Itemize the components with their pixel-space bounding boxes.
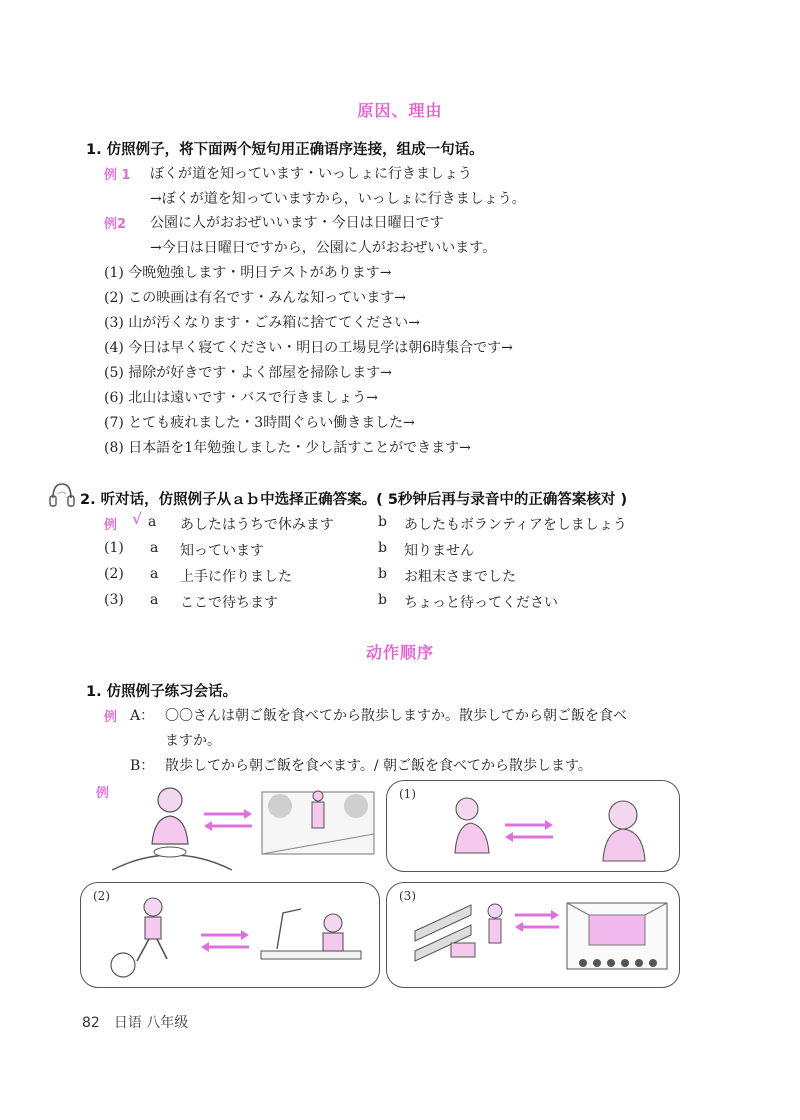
example-1-answer: →ぼくが道を知っていますから，いっしょに行きましょう。 [150, 191, 526, 207]
option-a-text: 知っています [180, 543, 264, 559]
page-footer [82, 1012, 188, 1032]
check-mark-icon: √ [132, 510, 142, 528]
option-a-text: ここで待ちます [180, 595, 278, 611]
example-1-tag: 例 1 [104, 168, 131, 183]
speaker-a-line-2: ますか。 [165, 733, 221, 749]
example-2-tag: 例2 [104, 217, 127, 232]
exercise-item: (5) 掃除が好きです・よく部屋を掃除します→ [104, 365, 393, 381]
speaker-a: A： [130, 708, 155, 724]
option-b-label: b [378, 566, 387, 582]
exercise-2-1-heading: 1. 仿照例子练习会话。 [86, 684, 238, 700]
question-number: (2) [104, 566, 124, 582]
speaker-b-line: 散歩してから朝ご飯を食べます。/ 朝ご飯を食べてから散歩します。 [165, 758, 592, 774]
option-a-label: a [150, 592, 159, 608]
option-b-label: b [378, 540, 387, 556]
option-b-text: 知りません [404, 543, 474, 559]
shopping-then-movie-illustration [411, 891, 673, 981]
option-a-text: 上手に作りました [180, 569, 292, 585]
example-2-answer: →今日は日曜日ですから，公園に人がおおぜいいます。 [150, 240, 497, 256]
exercise-1-heading: 1. 仿照例子，将下面两个短句用正确语序连接，组成一句话。 [86, 142, 484, 158]
option-b-text: ちょっと待ってください [404, 595, 558, 611]
exercise-2-heading: 2. 听对话，仿照例子从ａｂ中选择正确答案。( 5秒钟后再与录音中的正确答案核对 ) [80, 492, 628, 508]
option-b-text: お粗末さまでした [404, 569, 516, 585]
soccer-then-study-illustration [101, 891, 371, 981]
question-number: (3) [104, 592, 124, 608]
headphones-icon [48, 480, 76, 510]
example-2-question: 公園に人がおおぜいいます・今日は日曜日です [150, 215, 444, 231]
option-b-text: あしたもボランティアをしましょう [404, 517, 627, 533]
dialogue-example-tag: 例 [104, 710, 118, 725]
option-b-label: b [378, 592, 387, 608]
panel-1-label: (1) [399, 787, 416, 801]
panel-3-label: (3) [399, 889, 416, 903]
example-1-question: ぼくが道を知っています・いっしょに行きましょう [150, 166, 472, 182]
speaker-b: B： [130, 758, 155, 774]
option-a-text: あしたはうちで休みます [180, 517, 334, 533]
option-a-label: a [150, 566, 159, 582]
exercise-item: (2) この映画は有名です・みんな知っています→ [104, 290, 407, 306]
option-a-label: a [150, 540, 159, 556]
section-title-sequence: 动作顺序 [365, 643, 434, 662]
question-number: (1) [104, 540, 124, 556]
breakfast-then-walk-illustration [112, 778, 382, 878]
exercise-item: (7) とても疲れました・3時間ぐらい働きました→ [104, 415, 415, 431]
example-tag: 例 [104, 518, 118, 533]
illustration-example-tag: 例 [96, 786, 110, 801]
option-b-label: b [378, 514, 387, 530]
speaker-a-line-1: 〇〇さんは朝ご飯を食べてから散歩しますか。散歩してから朝ご飯を食べ [165, 708, 627, 724]
exercise-item: (4) 今日は早く寝てください・明日の工場見学は朝6時集合です→ [104, 340, 513, 356]
exercise-item: (8) 日本語を1年勉強しました・少し話すことができます→ [104, 440, 471, 456]
exercise-item: (6) 北山は遠いです・バスで行きましょう→ [104, 390, 379, 406]
exercise-item: (1) 今晩勉強します・明日テストがあります→ [104, 265, 392, 281]
section-title-reason: 原因、理由 [357, 101, 443, 120]
eating-scene-icon [427, 785, 677, 869]
illustration-panel-1 [386, 780, 680, 872]
book-title: 日语 八年级 [113, 1015, 189, 1031]
page-number: 82 [82, 1015, 100, 1031]
illustration-panel-2 [80, 882, 380, 988]
exercise-item: (3) 山が汚くなります・ごみ箱に捨ててください→ [104, 315, 421, 331]
option-a-label: a [148, 514, 157, 530]
panel-2-label: (2) [93, 889, 110, 903]
illustration-panel-3 [386, 882, 680, 988]
